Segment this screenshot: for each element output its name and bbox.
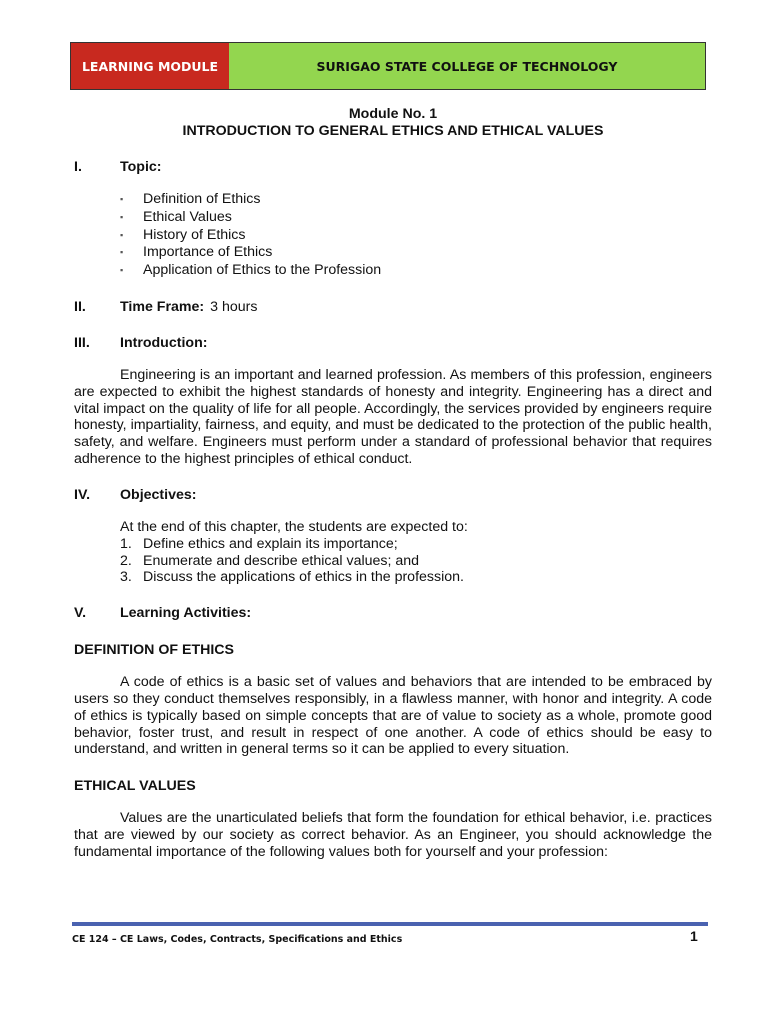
- section-number: IV.: [74, 486, 91, 503]
- learning-module-label: LEARNING MODULE: [71, 43, 229, 89]
- bullet-icon: ▪: [120, 211, 124, 222]
- module-header: [70, 42, 706, 90]
- list-item: 3. Discuss the applications of ethics in the profession.: [120, 569, 464, 586]
- bullet-icon: ▪: [120, 247, 124, 258]
- definition-heading: DEFINITION OF ETHICS: [74, 642, 235, 659]
- course-title: CE 124 – CE Laws, Codes, Contracts, Specifications and Ethics: [72, 934, 403, 945]
- page-content: [74, 106, 712, 861]
- list-item: 1. Define ethics and explain its importance;: [120, 535, 398, 552]
- section-number: III.: [74, 334, 90, 351]
- section-learning-activities: [74, 605, 712, 622]
- list-item: ▪ Application of Ethics to the Profession: [120, 262, 382, 279]
- ethical-values-paragraph: Values are the unarticulated beliefs that form the foundation for ethical behavior, i.e. practices that are viewed by our society as correct behavior. As an Engineer, you should acknowledge the fundamental importance of the following values both for yourself and your profession:: [74, 810, 712, 860]
- list-item: ▪ Definition of Ethics: [120, 191, 261, 207]
- section-introduction: [74, 335, 712, 352]
- section-label: Introduction:: [120, 334, 208, 351]
- time-frame-value: 3 hours: [210, 298, 258, 315]
- section-number: II.: [74, 298, 86, 315]
- ethical-values-heading: ETHICAL VALUES: [74, 778, 196, 795]
- section-number: V.: [74, 605, 87, 622]
- footer-divider: [72, 922, 708, 926]
- page-number: 1: [690, 928, 698, 944]
- bullet-icon: ▪: [120, 265, 124, 276]
- section-label: Learning Activities:: [120, 605, 252, 622]
- module-title: INTRODUCTION TO GENERAL ETHICS AND ETHICAL VALUES: [182, 123, 604, 139]
- list-item: ▪ History of Ethics: [120, 226, 246, 243]
- bullet-icon: ▪: [120, 194, 124, 204]
- introduction-paragraph: Engineering is an important and learned profession. As members of this profession, engineers are expected to exhibit the highest standards of honesty and integrity. Engineering has a direct and vital impact on the quality of life for all people. Accordingly, the services provided by engineers require honesty, impartiality, fairness, and equity, and must be dedicated to the protection of the public health, safety, and welfare. Engineers must perform under a standard of professional behavior that requires adherence to the highest principles of ethical conduct.: [74, 366, 712, 467]
- section-topic: [74, 159, 712, 176]
- topic-list: [74, 191, 712, 280]
- list-item: ▪ Ethical Values: [120, 208, 232, 225]
- objectives-intro: At the end of this chapter, the students are expected to:: [120, 518, 468, 535]
- definition-paragraph: A code of ethics is a basic set of values and behaviors that are intended to be embraced by users so they conduct themselves responsibly, in a flawless manner, with honor and integrity. A code of ethics is typically based on simple concepts that are of value to society as a whole, promote good behavior, foster trust, and result in respect of one another. A code of ethics should be easy to understand, and written in general terms so it can be applied to every situation.: [74, 674, 712, 758]
- college-name: SURIGAO STATE COLLEGE OF TECHNOLOGY: [229, 43, 705, 89]
- list-item: ▪ Importance of Ethics: [120, 244, 273, 261]
- list-item: 2. Enumerate and describe ethical values; and: [120, 552, 420, 569]
- section-label: Time Frame:: [120, 298, 205, 315]
- objectives-list: [120, 536, 712, 586]
- objectives-block: [120, 519, 712, 586]
- bullet-icon: ▪: [120, 229, 124, 240]
- section-time-frame: [74, 299, 712, 316]
- section-label: Objectives:: [120, 486, 197, 503]
- section-objectives: [74, 487, 712, 504]
- section-label: Topic:: [120, 159, 162, 175]
- module-number: Module No. 1: [348, 106, 438, 122]
- section-number: I.: [74, 159, 82, 175]
